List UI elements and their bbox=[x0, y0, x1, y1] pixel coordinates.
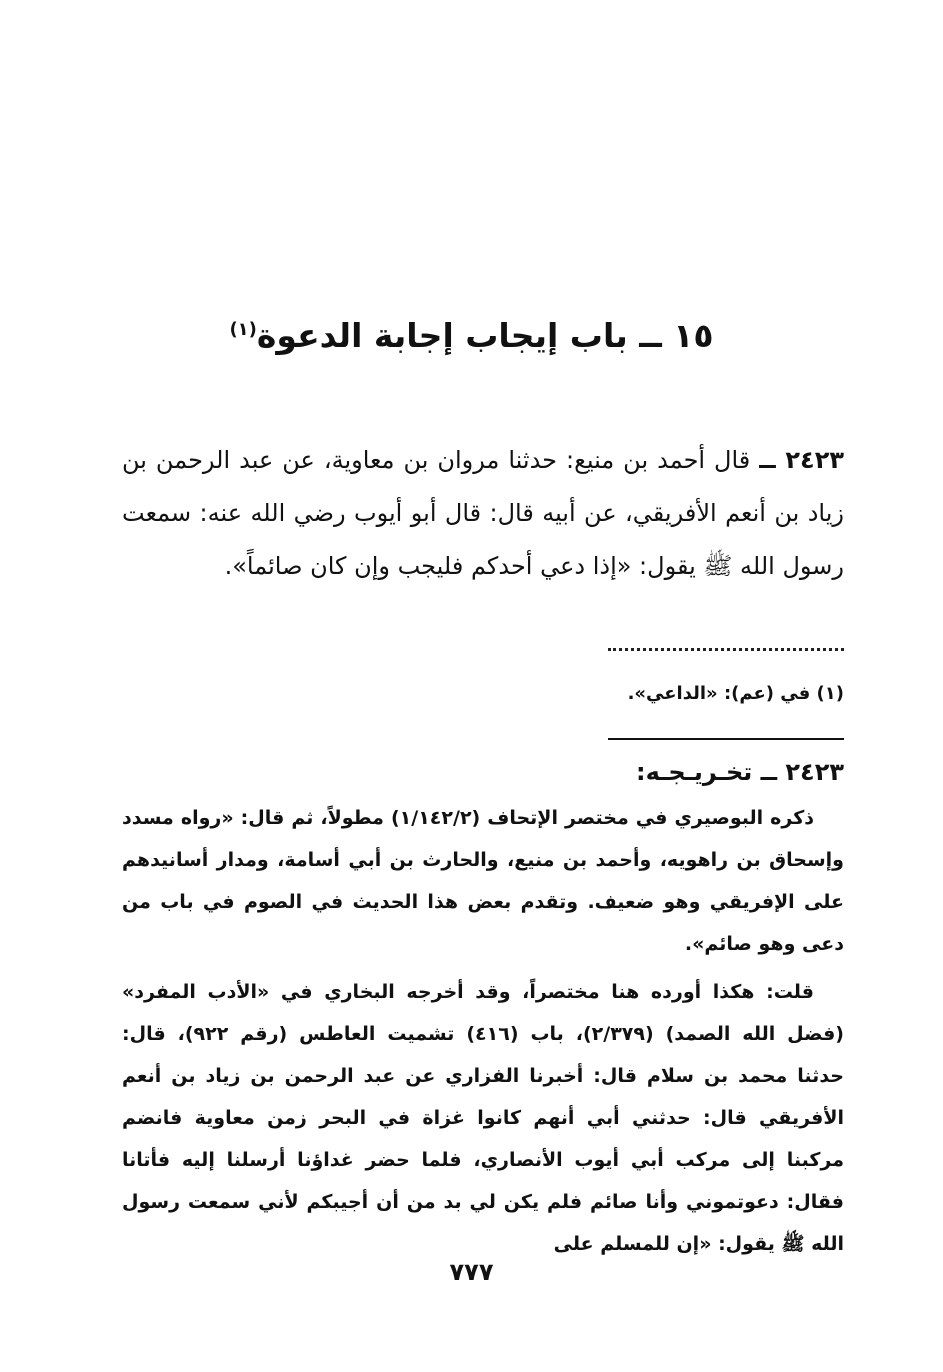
hadith-text: قال أحمد بن منيع: حدثنا مروان بن معاوية، عن عبد الرحمن بن زياد بن أنعم الأفريقي، عن أبيه قال: قال أبو أيوب رضي الله عنه: سمعت رسول الله ﷺ يقول: «إذا دعي أحدكم فليجب وإن كان صائماً». bbox=[122, 446, 844, 580]
takhrij-heading: ٢٤٢٣ ــ تخـريـجـه: bbox=[635, 758, 844, 786]
hadith-text-block bbox=[122, 434, 844, 593]
takhrij-paragraph-1: ذكره البوصيري في مختصر الإتحاف (١/١٤٢/٢) مطولاً، ثم قال: «رواه مسدد وإسحاق بن راهويه، وأحمد بن منيع، والحارث بن أبي أسامة، ومدار أسانيدهم على الإفريقي وهو ضعيف. وتقدم بعض هذا الحديث في الصوم في باب من دعى وهو صائم». bbox=[122, 807, 844, 955]
hadith-number: ٢٤٢٣ ــ bbox=[759, 446, 844, 474]
takhrij-paragraph-2: قلت: هكذا أورده هنا مختصراً، وقد أخرجه البخاري في «الأدب المفرد» (فضل الله الصمد) (٢/٣٧٩)، باب (٤١٦) تشميت العاطس (رقم ٩٢٢)، قال: حدثنا محمد بن سلام قال: أخبرنا الفزاري عن عبد الرحمن بن زياد بن أنعم الأفريقي قال: حدثني أبي أنهم كانوا غزاة في البحر زمن معاوية فانضم مركبنا إلى مركب أبي أيوب الأنصاري، فلما حضر غداؤنا أرسلنا إليه فأتانا فقال: دعوتموني وأنا صائم فلم يكن لي بد من أن أجيبكم لأني سمعت رسول الله ﷺ يقول: «إن للمسلم على bbox=[122, 981, 844, 1255]
section-divider bbox=[608, 738, 844, 740]
chapter-title-text: ١٥ ــ باب إيجاب إجابة الدعوة bbox=[256, 316, 714, 355]
page-number: ٧٧٧ bbox=[449, 1258, 494, 1286]
footnote: (١) في (عم): «الداعي». bbox=[627, 683, 844, 704]
chapter-title bbox=[0, 305, 943, 361]
footnote-marker: (١) bbox=[229, 319, 257, 340]
takhrij-body bbox=[122, 797, 844, 1271]
dotted-separator bbox=[608, 648, 844, 651]
